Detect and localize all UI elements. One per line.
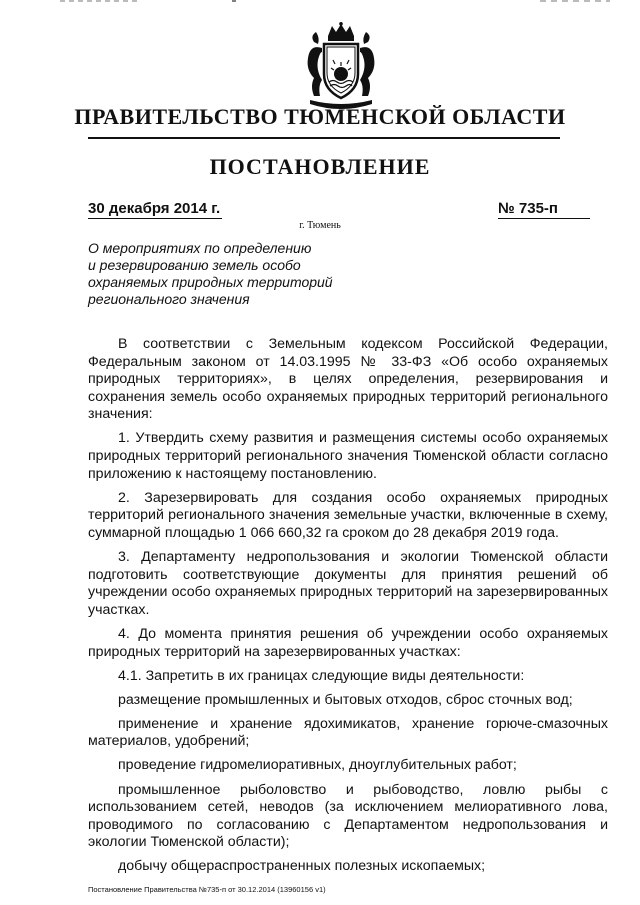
body-paragraph: размещение промышленных и бытовых отходов, сброс сточных вод; <box>118 691 573 708</box>
body-paragraph: В соответствии с Земельным кодексом Российской Федерации, Федеральным законом от 14.03.1995 № 33-ФЗ «Об особо охраняемых природных территориях», в целях определения, резервирования и сохранения земель особо охраняемых природных территорий регионального значения: <box>88 336 608 423</box>
body-paragraph: 4.1. Запретить в их границах следующие виды деятельности: <box>118 667 525 684</box>
subject-line: О мероприятиях по определению <box>88 240 312 256</box>
body-paragraph: проведение гидромелиоративных, дноуглубительных работ; <box>118 757 517 774</box>
body-paragraph: 2. Зарезервировать для создания особо охраняемых природных территорий регионального значения земельные участки, включенные в схему, суммарной площадью 1 066 660,32 га сроком до 28 декабря 2019 года. <box>88 489 608 541</box>
document-subject <box>88 240 368 308</box>
subject-line: регионального значения <box>88 291 250 307</box>
tyumen-coat-of-arms-icon <box>300 22 382 116</box>
document-city: г. Тюмень <box>299 220 341 231</box>
document-date: 30 декабря 2014 г. <box>88 200 221 217</box>
organization-name: ПРАВИТЕЛЬСТВО ТЮМЕНСКОЙ ОБЛАСТИ <box>74 104 566 129</box>
subject-line: охраняемых природных территорий <box>88 274 333 290</box>
body-paragraph: добычу общераспространенных полезных ископаемых; <box>118 858 486 875</box>
body-paragraph: 3. Департаменту недропользования и экологии Тюменской области подготовить соответствующие документы для принятия решений об учреждении особо охраняемых природных территорий на зарезервированных участках. <box>88 549 608 618</box>
subject-line: и резервированию земель особо <box>88 257 301 273</box>
scan-top-edge-marks <box>0 0 640 6</box>
body-paragraph: применение и хранение ядохимикатов, хранение горюче-смазочных материалов, удобрений; <box>88 715 608 750</box>
header-divider <box>88 137 560 139</box>
document-type-title: ПОСТАНОВЛЕНИЕ <box>209 154 431 179</box>
body-paragraph: 4. До момента принятия решения об учреждении особо охраняемых природных территорий на зарезервированных участках: <box>88 625 608 660</box>
document-number: № 735-п <box>498 200 590 219</box>
document-body <box>88 336 608 883</box>
document-footer: Постановление Правительства №735-п от 30.12.2014 (13960156 v1) <box>88 885 326 894</box>
body-paragraph: 1. Утвердить схему развития и размещения системы особо охраняемых природных территорий регионального значения Тюменской области согласно приложению к настоящему постановлению. <box>88 430 608 482</box>
body-paragraph: промышленное рыболовство и рыбоводство, ловлю рыбы с использованием сетей, неводов (за исключением мелиоративного лова, проводимого по согласованию с Департаментом недропользования и экологии Тюменской области); <box>88 781 608 851</box>
